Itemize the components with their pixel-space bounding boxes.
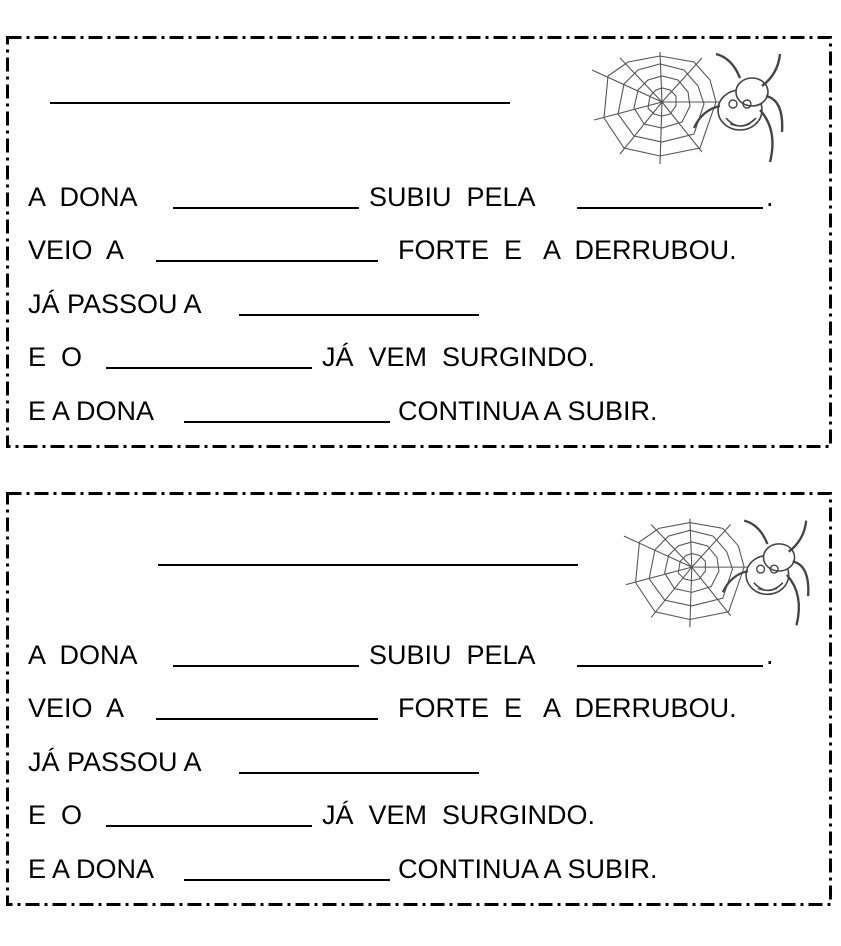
sentence-line-3 [28,289,804,319]
line-text-after: FORTE E A DERRUBOU. [398,693,737,723]
sentence-line-4 [28,800,804,830]
line-text-before: A DONA [28,640,138,670]
fill-in-blank[interactable] [239,772,479,774]
line-text-before: VEIO A [28,235,125,265]
line-text-before: A DONA [28,182,138,212]
line-text-after: CONTINUA A SUBIR. [398,396,658,426]
fill-in-blank[interactable] [577,207,763,209]
fill-in-blank[interactable] [156,718,378,720]
line-text-middle: SUBIU PELA [369,640,536,670]
title-blank-line [50,102,510,104]
line-text-after: CONTINUA A SUBIR. [398,854,658,884]
spider-web-icon [622,510,812,634]
line-text-before: JÁ PASSOU A [28,289,202,319]
line-text-before: E A DONA [28,396,155,426]
sentence-line-1 [28,182,804,212]
fill-in-blank[interactable] [106,825,312,827]
sentence-line-1 [28,640,804,670]
line-text-middle: SUBIU PELA [369,182,536,212]
line-text-before: E O [28,800,83,830]
line-text-before: JÁ PASSOU A [28,747,202,777]
worksheet-card-1 [6,36,832,448]
fill-in-blank[interactable] [577,665,763,667]
title-blank-line [158,564,578,566]
line-text-before: E O [28,342,83,372]
sentence-line-2 [28,693,804,723]
sentence-line-2 [28,235,804,265]
fill-in-blank[interactable] [184,421,390,423]
line-text-after: FORTE E A DERRUBOU. [398,235,737,265]
sentence-line-3 [28,747,804,777]
line-text-before: E A DONA [28,854,155,884]
fill-in-blank[interactable] [184,879,390,881]
sentence-line-4 [28,342,804,372]
spider-web-icon [590,44,786,170]
worksheet-card-2 [6,492,832,906]
line-text-before: VEIO A [28,693,125,723]
line-text-after: . [766,640,774,670]
line-text-after: JÁ VEM SURGINDO. [322,800,596,830]
sentence-line-5 [28,396,804,426]
fill-in-blank[interactable] [239,314,479,316]
line-text-after: JÁ VEM SURGINDO. [322,342,596,372]
fill-in-blank[interactable] [173,665,359,667]
fill-in-blank[interactable] [106,367,312,369]
sentence-line-5 [28,854,804,884]
fill-in-blank[interactable] [156,260,378,262]
line-text-after: . [766,182,774,212]
fill-in-blank[interactable] [173,207,359,209]
